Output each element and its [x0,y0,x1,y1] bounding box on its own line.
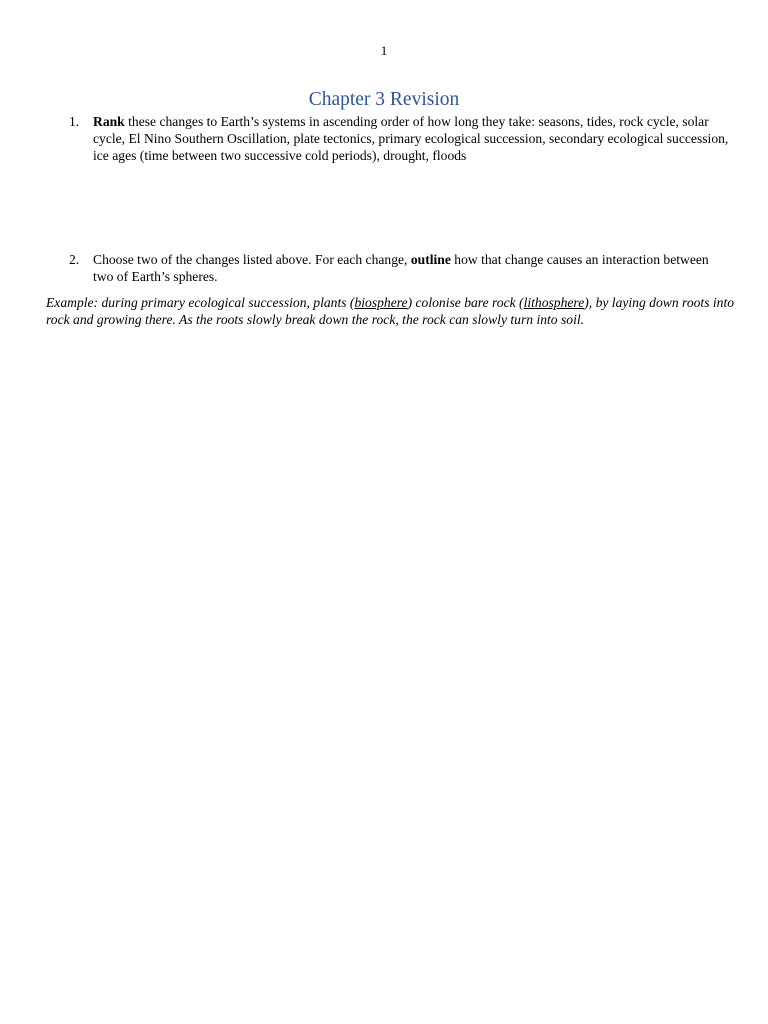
question-number: 2. [69,252,80,267]
question-number: 1. [69,114,80,129]
question-body-text-continued: how that change causes an interaction between two of Earth’s spheres. [93,252,709,284]
page-number: 1 [380,43,388,58]
example-text: ) colonise bare rock ( [407,295,524,310]
question-keyword: Rank [93,114,125,129]
example-paragraph [46,294,736,328]
question-body-text: these changes to Earth’s systems in ascending order of how long they take: seasons, tides, rock cycle, solar cycle, El Nino Southern Oscillation, plate tectonics, primary ecological succession, secondary ecological succession, ice ages (time between two successive cold periods), drought, floods [93,114,729,163]
question-2 [69,251,729,285]
question-keyword: outline [410,252,451,267]
question-body-text: Choose two of the changes listed above. For each change, [93,252,411,267]
question-text [93,251,729,285]
example-term-lithosphere: lithosphere [523,295,585,310]
example-term-biosphere: biosphere [354,295,408,310]
example-text: ), by laying down roots into rock and growing there. As the roots slowly break down the rock, the rock can slowly turn into soil. [46,295,735,327]
example-text: Example: during primary ecological succession, plants ( [46,295,355,310]
question-text [93,113,729,164]
page-title: Chapter 3 Revision [308,89,460,110]
question-1 [69,113,729,164]
